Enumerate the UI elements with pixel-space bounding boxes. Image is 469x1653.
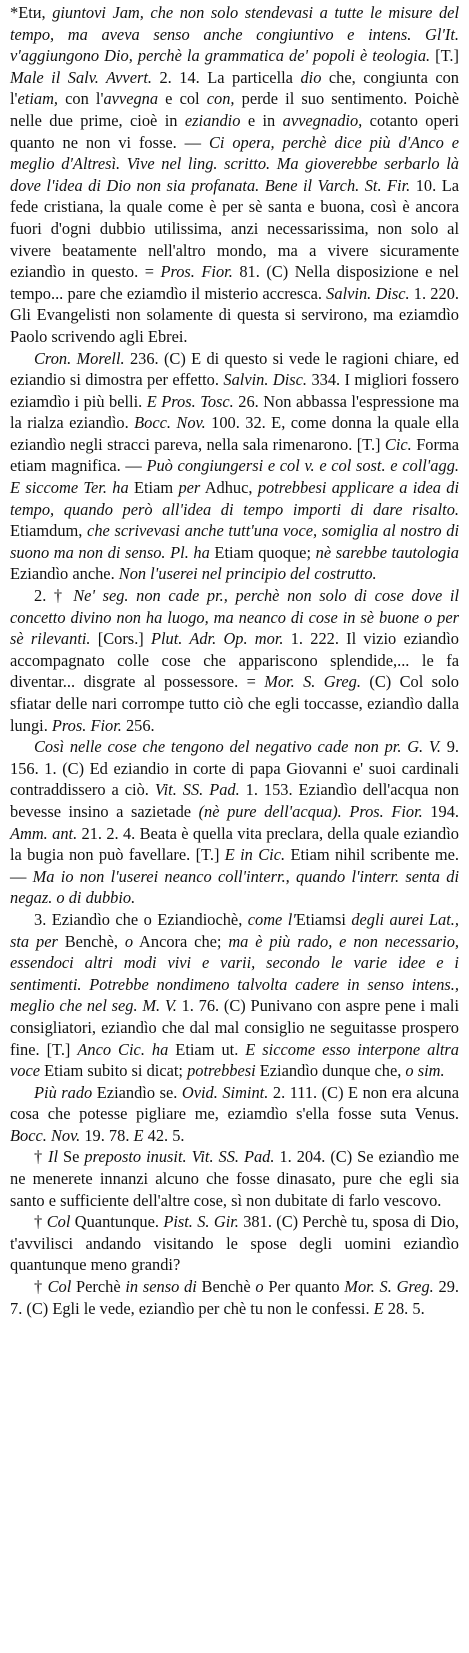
paragraph [10,348,459,586]
text: 381. (C) Perchè tu, sposa di Dio, t'avvilisci andando visitando le spose degli uomini eziandìo quantunque meno grandi? [10,1212,460,1275]
text: 1. 204. (C) Se eziandìo me ne menerete innanzi alcuno che fosse dinasato, pure che egli sia santo e sufficiente dell'altre cose, sì non dubitate di farlo vescovo. [10,1147,459,1210]
italic-text: nè sarebbe tautologia [315,542,459,562]
text: Perchè [71,1277,126,1297]
text: Per quanto [263,1277,345,1297]
text: Etiamsi [295,909,352,929]
text: 1. 220. Gli Evangelisti non solamente di questa si servirono, ma eziamdìo Paolo scrivendo agli Ebrei. [10,283,459,346]
italic-text: Cron. Morell. [34,348,125,368]
italic-text: Mor. S. Greg. [264,672,361,692]
italic-text: Il [48,1147,59,1167]
paragraph [10,1276,459,1319]
text: † [34,1212,47,1232]
text: 26. Non abbassa l'espressione ma la rialza eziandìo. [10,391,459,433]
italic-text: Pist. S. Gir. [163,1212,239,1232]
text: 334. I migliori fossero eziamdìo i più belli. [10,370,459,411]
text: 256. [121,715,155,735]
italic-text: Mor. S. Greg. [344,1277,434,1297]
text: e in [240,110,283,130]
text: cotanto operi quanto ne non vi fosse. — [10,110,459,152]
text: 9. 156. 1. (C) Ed eziandio in corte di papa Giovanni e' suoi cardinali contraddissero a ciò. [10,737,460,800]
italic-text: degli aurei Lat., sta per [10,909,459,951]
italic-text: E Pros. Tosc. [146,391,234,411]
italic-text: che scrivevasi anche tutt'una voce, somiglia al nostro di suono ma non di senso. Pl. ha [10,521,459,562]
text: 42. 5. [143,1125,185,1145]
text: (C) Col solo sfiatar delle nari corrompe tutto ciò che egli toccasse, eziandìo dalla lungi. [10,672,459,735]
text: [Cors.] [90,629,151,649]
paragraph [10,736,459,909]
italic-text: Ma io non l'userei neanco coll'interr., quando l'interr. senta di negaz. o di dubbio. [10,866,459,908]
paragraph [10,1082,459,1147]
italic-text: preposto inusit. Vit. SS. Pad. [84,1147,275,1167]
text: Eziandìo dunque che, [255,1061,406,1081]
italic-text: Male il Salv. Avvert. [10,67,152,87]
italic-text: Pros. Fior. [51,715,122,735]
italic-text: con, [206,89,235,109]
italic-text: potrebbesi [187,1061,256,1081]
text: 1. 153. Eziandìo dell'acqua non bevesse insino a sazietade [10,780,460,821]
italic-text: o [255,1277,264,1297]
text: 81. (C) Nella disposizione e nel tempo... pare che eziamdìo il misterio accresca. [10,262,459,303]
italic-text: (nè pure dell'acqua). Pros. Fior. [198,801,423,821]
text: † [34,1277,48,1297]
text: Benchè [196,1277,256,1297]
text: Etiamdum, [10,521,88,541]
text: Eziandìo anche. [10,564,119,584]
italic-text: E [133,1125,144,1145]
italic-text: o [124,931,134,951]
text: Ancora che; [133,931,229,951]
text: 2. 14. La particella [152,67,301,87]
italic-text: etiam, [17,89,59,109]
italic-text: Plut. Adr. Op. mor. [150,629,284,649]
paragraph [10,2,459,348]
italic-text: avvegnadio, [282,110,363,130]
text: [T.] [430,46,459,66]
italic-text: ma è più rado, e non necessario, essendoci altri modi vivi e varii, secondo le varie idee e i sentimenti. Potrebbe nondimeno talvolta cadere in senso intens., meglio che nel seg. M. V. [10,931,459,1016]
italic-text: Salvin. Disc. [223,370,308,390]
text: Etiam [128,478,179,498]
text: Etiam ut. [168,1039,246,1059]
text: Etiam subito si dicat; [40,1061,188,1081]
text: 28. 5. [383,1298,425,1318]
italic-text: Pros. Fior. [160,262,233,282]
italic-text: Amm. ant. [10,823,78,843]
text: *Etи, [10,3,53,22]
text: Forma etiam magnifica. — [10,434,459,476]
text: Benchè, [57,931,125,951]
italic-text: avvegna [103,89,159,109]
italic-text: giuntovi Jam, che non solo stendevasi a tutte le misure del tempo, ma aveva senso anche congiuntivo e intens. Gl'It. v'aggiungono Dio, perchè la grammatica de' popoli è teologia. [10,3,459,66]
italic-text: Col [46,1212,71,1232]
text: 1. 222. Il vizio eziandìo accompagnato colle cose che appariscono splendide,... le fa diventar... disgrate al possessore. = [10,629,459,692]
italic-text: Bocc. Nov. [134,413,206,433]
text: 3. Eziandìo che o Eziandiochè, [34,909,248,929]
italic-text: Può congiungersi e col v. e col sost. e coll'agg. E siccome Ter. ha [10,456,459,498]
italic-text: in senso di [125,1277,197,1297]
text: con l' [58,89,104,109]
text: 29. 7. (C) Egli le vede, eziandìo per chè tu non le confessi. [10,1277,459,1318]
italic-text: Col [47,1277,72,1297]
text: Se [58,1147,85,1167]
text: 2. † [34,586,74,606]
text: 100. 32. E, come donna la quale ella eziandìo negli stracci pareva, nella sala rimenarono. [T.] [10,413,459,454]
paragraph [10,1211,459,1276]
italic-text: Vit. SS. Pad. [154,780,240,800]
text: 236. (C) E di questo si vede le ragioni chiare, ed eziandio si dimostra per effetto. [10,348,460,390]
text: Adhuc, [200,478,258,498]
text: 19. 78. [80,1125,134,1145]
italic-text: Cic. [384,434,412,454]
text: 1. 76. (C) Punivano con aspre pene i mali consigliatori, eziandìo che dal mal consiglio ne seguitasse prospero fine. [T.] [10,996,459,1059]
italic-text: dio [300,67,322,87]
text: 10. La fede cristiana, la quale come è per sè santa e buona, così è ancora fuori d'ogni dubbio utilissima, anzi necessarissima, non solo al vivere beatamente nell'altro mondo, ma a vivere sicuramente eziandìo in questo. = [10,175,459,282]
italic-text: Salvin. Disc. [326,283,410,303]
italic-text: Ci opera, perchè dice più d'Anco e meglio d'Altresì. Vive nel ling. scritto. Ma gioverebbe serbarlo là dove l'idea di Dio non sia profanata. Bene il Varch. St. Fir. [10,132,459,195]
italic-text: eziandio [184,110,241,130]
italic-text: E in Cic. [224,845,286,865]
text: e col [158,89,207,109]
text: Quantunque. [70,1212,164,1232]
italic-text: Così nelle cose che tengono del negativo cade non pr. G. V. [34,737,441,757]
text: † [34,1147,49,1167]
text: 21. 2. 4. Beata è quella vita preclara, della quale eziandìo la bugia non può favellare. [T.] [10,823,459,865]
italic-text: come l' [247,909,296,929]
italic-text: E siccome esso interpone altra voce [10,1039,459,1081]
italic-text: Ne' seg. non cade pr., perchè non solo di cose dove il concetto divino non ha luogo, ma neanco di cose in sè buone o per sè rilevanti. [10,586,459,649]
italic-text: Più rado [34,1082,93,1102]
text: Etiam nihil scribente me. — [10,845,459,886]
italic-text: E [373,1298,384,1318]
text: 194. [422,801,459,821]
paragraph [10,585,459,736]
italic-text: o sim. [405,1061,445,1081]
italic-text: Anco Cic. ha [77,1039,169,1059]
text: Etiam quoque; [209,542,316,562]
paragraph [10,909,459,1082]
italic-text: per [178,478,201,498]
text: Eziandìo se. [92,1082,182,1102]
italic-text: Bocc. Nov. [10,1125,81,1145]
text: 2. 111. (C) E non era alcuna cosa che potesse pigliare me, eziamdìo s'ella fosse suta Venus. [10,1082,460,1124]
text: perde il suo sentimento. Poichè nelle due prime, cioè in [10,89,460,130]
text: che, congiunta con l' [10,67,459,109]
italic-text: Ovid. Simint. [181,1082,269,1102]
italic-text: potrebbesi applicare a idea di tempo, quando però all'idea di tempo importi di dare risalto. [10,478,460,519]
paragraph [10,1146,459,1211]
italic-text: Non l'userei nel principio del costrutto. [118,564,377,584]
